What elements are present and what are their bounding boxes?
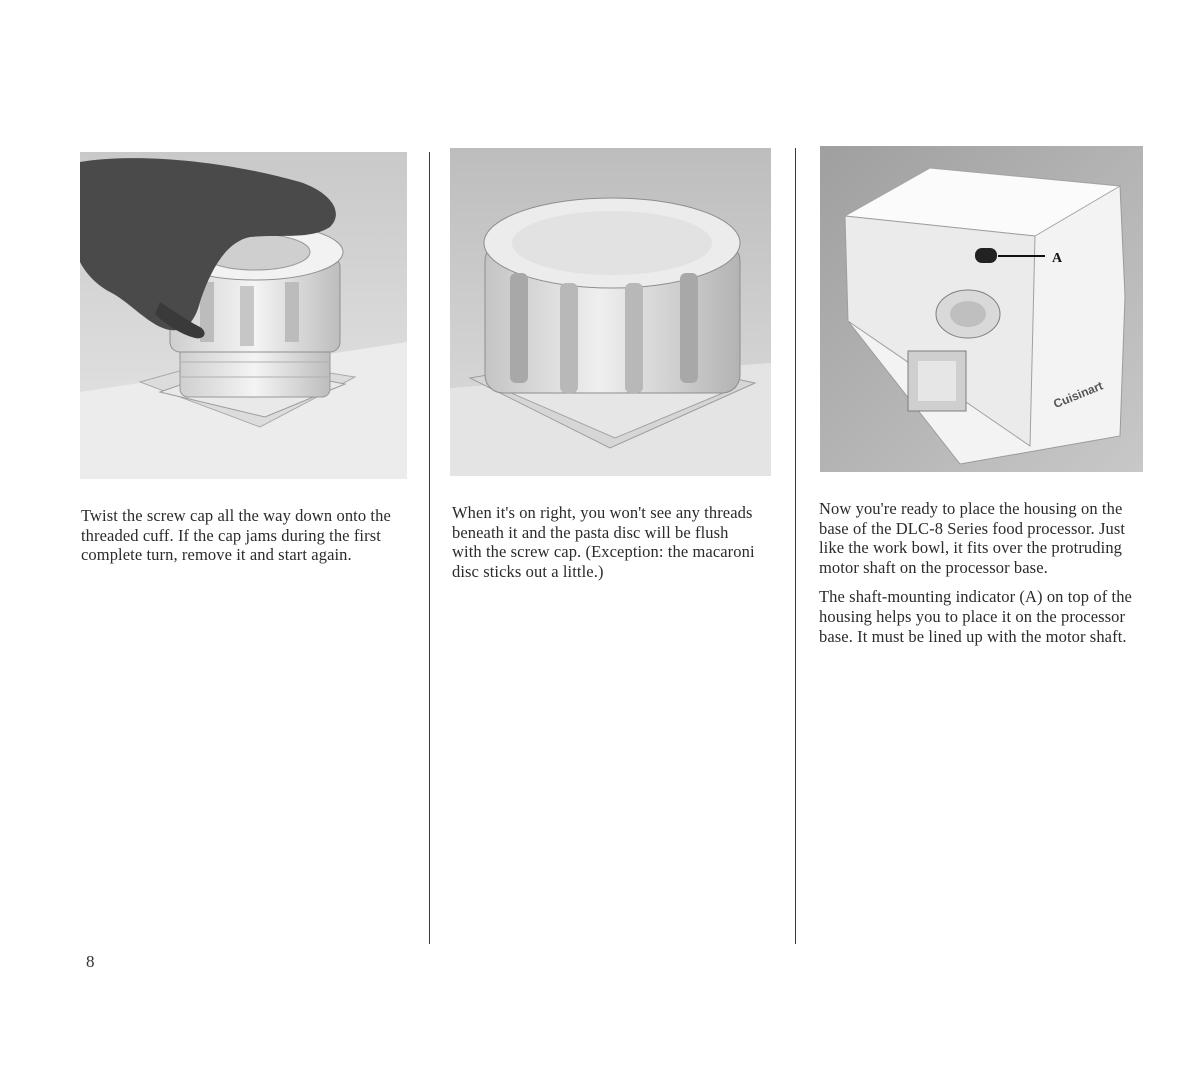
photo-cap-seated [450, 148, 771, 476]
photo-twist-screw-cap-illustration [80, 152, 407, 479]
photo-housing [820, 146, 1143, 472]
column-2-text [452, 503, 762, 591]
page-number: 8 [86, 952, 95, 971]
brand-mark: Cuisinart [1051, 378, 1105, 411]
column-divider-right [795, 148, 796, 944]
photo-twist-screw-cap [80, 152, 407, 479]
paragraph: The shaft-mounting indicator (A) on top of the housing helps you to place it on the processor base. It must be lined up with the motor shaft. [819, 587, 1132, 646]
photo-housing-illustration [820, 146, 1143, 472]
callout-label-a: A [1052, 251, 1063, 266]
paragraph: Now you're ready to place the housing on the base of the DLC-8 Series food processor. Just like the work bowl, it fits over the protruding motor shaft on the processor base. [819, 499, 1126, 577]
shaft-mounting-indicator-icon [975, 248, 997, 263]
column-3-text [819, 499, 1143, 656]
paragraph: When it's on right, you won't see any threads beneath it and the pasta disc will be flush with the screw cap. (Exception: the macaroni disc sticks out a little.) [452, 503, 755, 581]
column-1-text [81, 506, 399, 575]
column-divider-left [429, 152, 430, 944]
paragraph: Twist the screw cap all the way down onto the threaded cuff. If the cap jams during the first complete turn, remove it and start again. [81, 506, 391, 565]
photo-cap-seated-illustration [450, 148, 771, 476]
